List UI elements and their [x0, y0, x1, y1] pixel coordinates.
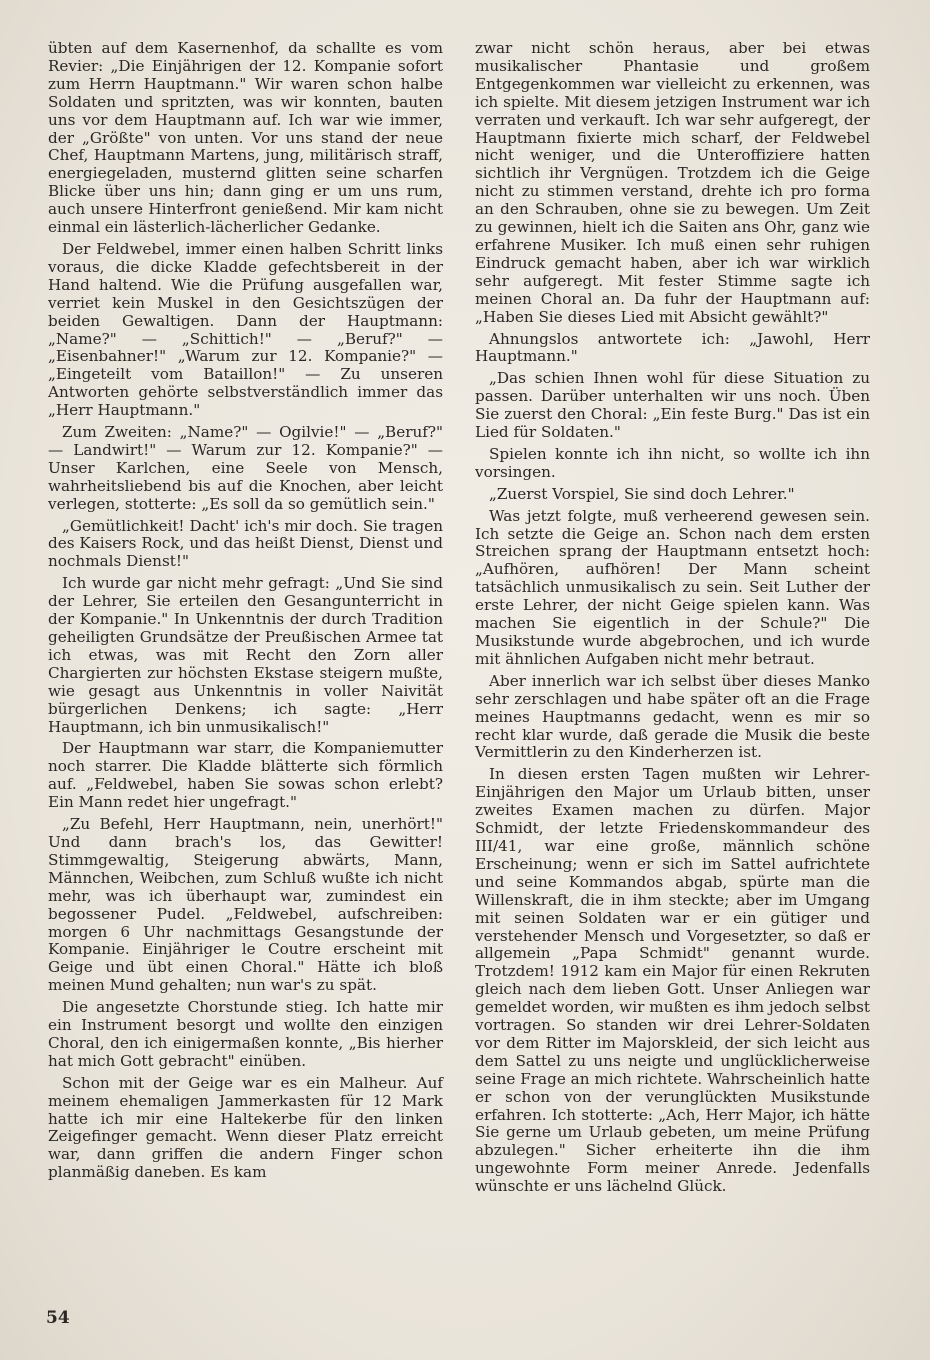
- paragraph: „Zu Befehl, Herr Hauptmann, nein, unerhört!" Und dann brach's los, das Gewitter! Stimmgewaltig, Steigerung abwärts, Mann, Männchen, Weibchen, zum Schluß wußte ich nicht mehr, was ich überhaupt war, zumindest ein begossener Pudel. „Feldwebel, aufschreiben: morgen 6 Uhr nachmittags Gesangstunde der Kompanie. Einjähriger le Coutre erscheint mit Geige und übt einen Choral." Hätte ich bloß meinen Mund gehalten; nun war's zu spät.: [48, 815, 443, 995]
- paragraph: Spielen konnte ich ihn nicht, so wollte ich ihn vorsingen.: [475, 444, 870, 481]
- paragraph: „Gemütlichkeit! Dacht' ich's mir doch. Sie tragen des Kaisers Rock, und das heißt Dienst, Dienst und nochmals Dienst!": [48, 516, 443, 571]
- left-column: [48, 40, 443, 1186]
- paragraph: Zum Zweiten: „Name?" — Ogilvie!" — „Beruf?" — Landwirt!" — Warum zur 12. Kompanie?" — Unser Karlchen, eine Seele von Mensch, wahrheitsliebend bis auf die Knochen, aber leicht verlegen, stotterte: „Es soll da so gemütlich sein.": [48, 423, 443, 513]
- paragraph: In diesen ersten Tagen mußten wir Lehrer-Einjährigen den Major um Urlaub bitten, unser zweites Examen machen zu dürfen. Major Schmidt, der letzte Friedenskommandeur des III/41, war eine große, männlich schöne Erscheinung; wenn er sich im Sattel aufrichtete und seine Kommandos abgab, spürte man die Willenskraft, die in ihm steckte; aber im Umgang mit seinen Soldaten war er ein gütiger und verstehender Mensch und Vorgesetzter, so daß er allgemein „Papa Schmidt" genannt wurde. Trotzdem! 1912 kam ein Major für einen Rekruten gleich nach dem lieben Gott. Unser Anliegen war gemeldet worden, wir mußten es ihm jedoch selbst vortragen. So standen wir drei Lehrer-Soldaten vor dem Ritter im Majorskleid, der sich leicht aus dem Sattel zu uns neigte und unglücklicherweise seine Frage an mich richtete. Wahrscheinlich hatte er schon von der verunglückten Musikstunde erfahren. Ich stotterte: „Ach, Herr Major, ich hätte Sie gerne um Urlaub gebeten, um meine Prüfung abzulegen." Sicher erheiterte ihn die ihm ungewohnte Form meiner Anrede. Jedenfalls wünschte er uns lächelnd Glück.: [475, 765, 870, 1196]
- paragraph: zwar nicht schön heraus, aber bei etwas musikalischer Phantasie und großem Entgegenkommen war vielleicht zu erkennen, was ich spielte. Mit diesem jetzigen Instrument war ich verraten und verkauft. Ich war sehr aufgeregt, der Hauptmann fixierte mich scharf, der Feldwebel nicht weniger, und die Unteroffiziere hatten sichtlich ihr Vergnügen. Trotzdem ich die Geige nicht zu stimmen verstand, drehte ich pro forma an den Schrauben, ohne sie zu bewegen. Um Zeit zu gewinnen, hielt ich die Saiten ans Ohr, ganz wie erfahrene Musiker. Ich muß einen sehr ruhigen Eindruck gemacht haben, aber ich war wirklich sehr aufgeregt. Mit fester Stimme sagte ich meinen Choral an. Da fuhr der Hauptmann auf: „Haben Sie dieses Lied mit Absicht gewählt?": [475, 39, 870, 326]
- right-column: [475, 40, 870, 1200]
- paragraph: übten auf dem Kasernenhof, da schallte es vom Revier: „Die Einjährigen der 12. Kompanie sofort zum Herrn Hauptmann." Wir waren schon halbe Soldaten und spritzten, was wir konnten, bauten uns vor dem Hauptmann auf. Ich war wie immer, der „Größte" von unten. Vor uns stand der neue Chef, Hauptmann Martens, jung, militärisch straff, energiegeladen, musternd glitten seine scharfen Blicke über uns hin; dann ging er um uns rum, auch unsere Hinterfront genießend. Mir kam nicht einmal ein lästerlich-lächerlicher Gedanke.: [48, 39, 443, 237]
- paragraph: „Das schien Ihnen wohl für diese Situation zu passen. Darüber unterhalten wir uns noch. Üben Sie zuerst den Choral: „Ein feste Burg." Das ist ein Lied für Soldaten.": [475, 369, 870, 442]
- paragraph: Schon mit der Geige war es ein Malheur. Auf meinem ehemaligen Jammerkasten für 12 Mark hatte ich mir eine Haltekerbe für den linken Zeigefinger gemacht. Wenn dieser Platz erreicht war, dann griffen die andern Finger schon planmäßig daneben. Es kam: [48, 1073, 443, 1182]
- paragraph: „Zuerst Vorspiel, Sie sind doch Lehrer.": [489, 484, 795, 503]
- paragraph: Aber innerlich war ich selbst über dieses Manko sehr zerschlagen und habe später oft an die Frage meines Hauptmanns gedacht, wenn es mir so recht klar wurde, daß gerade die Musik die beste Vermittlerin zu den Kinderherzen ist.: [475, 671, 870, 762]
- paragraph: Der Hauptmann war starr, die Kompaniemutter noch starrer. Die Kladde blätterte sich förmlich auf. „Feldwebel, haben Sie sowas schon erlebt? Ein Mann redet hier ungefragt.": [48, 739, 443, 812]
- paragraph: Ahnungslos antwortete ich: „Jawohl, Herr Hauptmann.": [475, 329, 870, 366]
- paragraph: Der Feldwebel, immer einen halben Schritt links voraus, die dicke Kladde gefechtsbereit in der Hand haltend. Wie die Prüfung ausgefallen war, verriet kein Muskel in den Gesichtszügen der beiden Gewaltigen. Dann der Hauptmann: „Name?" — „Schittich!" — „Beruf?" — „Eisenbahner!" „Warum zur 12. Kompanie?" — „Eingeteilt vom Bataillon!" — Zu unseren Antworten gehörte selbstverständlich immer das „Herr Hauptmann.": [48, 239, 443, 420]
- page-number: 54: [46, 1308, 70, 1328]
- paragraph: Was jetzt folgte, muß verheerend gewesen sein. Ich setzte die Geige an. Schon nach dem ersten Streichen sprang der Hauptmann entsetzt hoch: „Aufhören, aufhören! Der Mann scheint tatsächlich unmusikalisch zu sein. Seit Luther der erste Lehrer, der nicht Geige spielen kann. Was machen Sie eigentlich in der Schule?" Die Musikstunde wurde abgebrochen, und ich wurde mit ähnlichen Aufgaben nicht mehr betraut.: [475, 506, 870, 668]
- paragraph: Ich wurde gar nicht mehr gefragt: „Und Sie sind der Lehrer, Sie erteilen den Gesangunterricht in der Kompanie." In Unkenntnis der durch Tradition geheiligten Grundsätze der Preußischen Armee tat ich etwas, was mit Recht den Zorn aller Chargierten zur höchsten Ekstase steigern mußte, wie gesagt aus Unkenntnis in voller Naivität bürgerlichen Denkens; ich sagte: „Herr Hauptmann, ich bin unmusikalisch!": [48, 574, 443, 736]
- paragraph: Die angesetzte Chorstunde stieg. Ich hatte mir ein Instrument besorgt und wollte den einzigen Choral, den ich einigermaßen konnte, „Bis hierher hat mich Gott gebracht" einüben.: [48, 998, 443, 1070]
